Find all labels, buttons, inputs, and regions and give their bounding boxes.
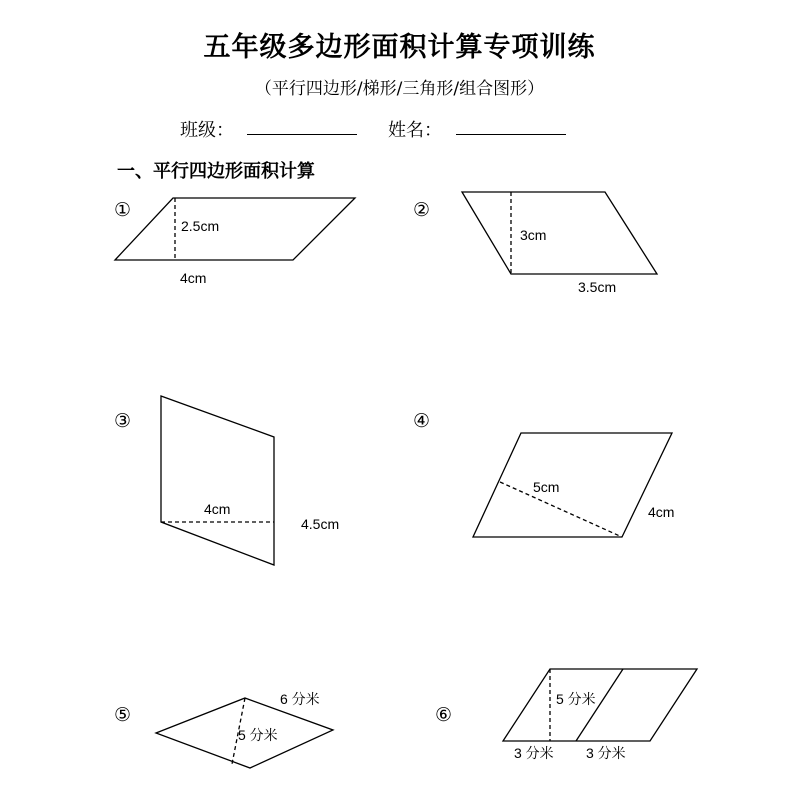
height-line-4 bbox=[500, 482, 622, 537]
problem-number-6: ⑥ bbox=[435, 704, 453, 726]
label-6-height: 5 分米 bbox=[556, 691, 596, 707]
name-label: 姓名： bbox=[388, 120, 442, 141]
problem-number-3: ③ bbox=[114, 410, 132, 432]
label-1-height: 2.5cm bbox=[181, 218, 220, 234]
label-5-height: 5 分米 bbox=[238, 727, 278, 743]
label-4-height: 5cm bbox=[533, 479, 560, 495]
label-6-base1: 3 分米 bbox=[514, 745, 554, 761]
label-4-base: 4cm bbox=[648, 504, 675, 520]
problem-number-1: ① bbox=[114, 199, 132, 221]
label-2-base: 3.5cm bbox=[578, 279, 617, 295]
label-6-base2: 3 分米 bbox=[586, 745, 626, 761]
class-label: 班级： bbox=[180, 120, 234, 141]
parallelogram-3 bbox=[161, 396, 274, 565]
problem-number-5: ⑤ bbox=[114, 704, 132, 726]
parallelogram-4 bbox=[473, 433, 675, 537]
label-3-height: 4cm bbox=[204, 501, 231, 517]
section-heading: 一、平行四边形面积计算 bbox=[117, 161, 315, 182]
problem-number-2: ② bbox=[413, 199, 431, 221]
label-5-side: 6 分米 bbox=[280, 691, 320, 707]
parallelogram-2 bbox=[462, 192, 657, 274]
page-subtitle: （平行四边形/梯形/三角形/组合图形） bbox=[254, 79, 545, 99]
label-3-base: 4.5cm bbox=[301, 516, 340, 532]
parallelogram-1 bbox=[115, 198, 355, 260]
problem-number-4: ④ bbox=[413, 410, 431, 432]
label-2-height: 3cm bbox=[520, 227, 547, 243]
label-1-base: 4cm bbox=[180, 270, 207, 286]
page-title: 五年级多边形面积计算专项训练 bbox=[203, 32, 596, 63]
